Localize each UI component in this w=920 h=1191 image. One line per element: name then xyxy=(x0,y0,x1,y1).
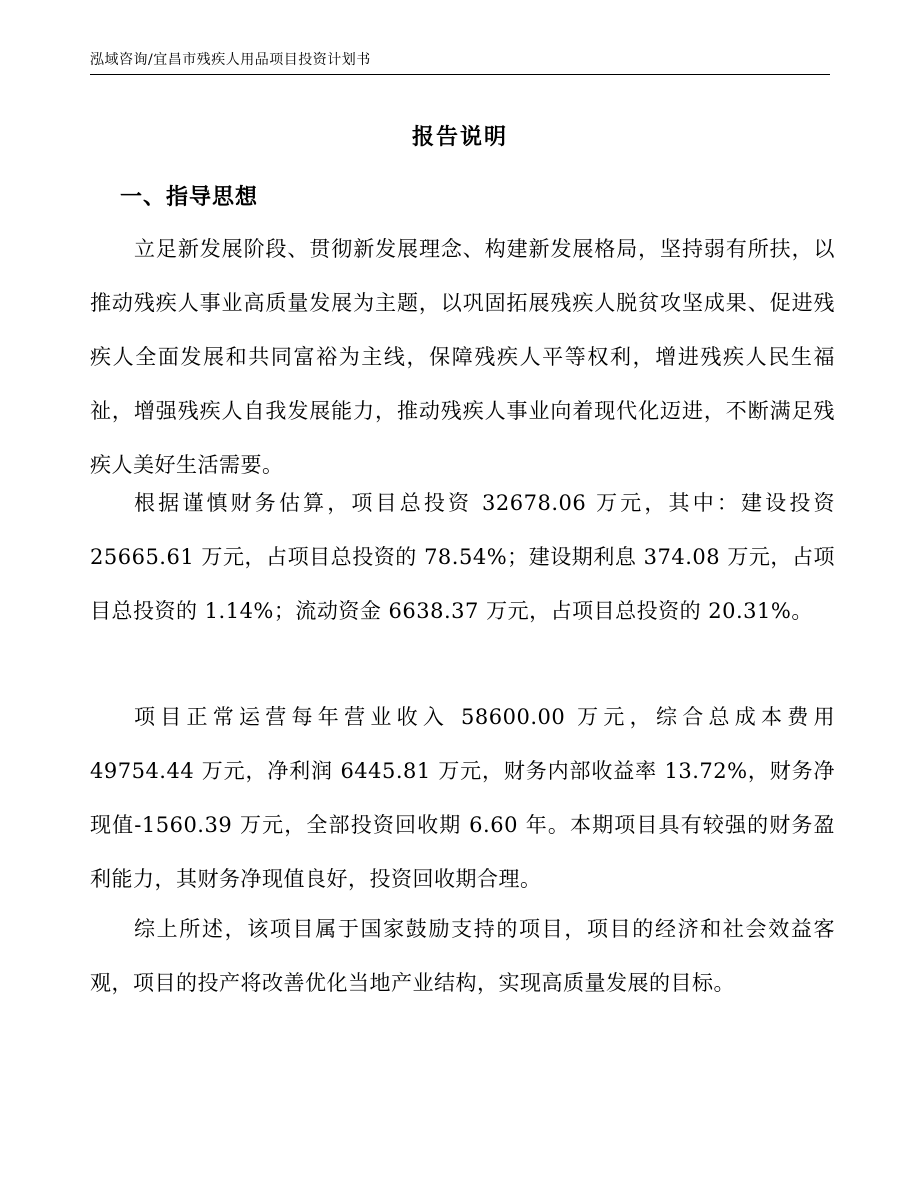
paragraph-guiding-ideology: 立足新发展阶段、贯彻新发展理念、构建新发展格局，坚持弱有所扶，以推动残疾人事业高质量发展为主题，以巩固拓展残疾人脱贫攻坚成果、促进残疾人全面发展和共同富裕为主线，保障残疾人平等权利，增进残疾人民生福祉，增强残疾人自我发展能力，推动残疾人事业向着现代化迈进，不断满足残疾人美好生活需要。 xyxy=(90,237,835,477)
running-header: 泓域咨询/宜昌市残疾人用品项目投资计划书 xyxy=(90,50,830,75)
paragraph-financial-indicators: 项目正常运营每年营业收入 58600.00 万元，综合总成本费用 49754.44 万元，净利润 6445.81 万元，财务内部收益率 13.72%，财务净现值-1560.39 万元，全部投资回收期 6.60 年。本期项目具有较强的财务盈利能力，其财务净现值良好，投资回收期合理。 xyxy=(90,705,835,891)
section-heading: 一、指导思想 xyxy=(120,184,259,210)
paragraph-conclusion: 综上所述，该项目属于国家鼓励支持的项目，项目的经济和社会效益客观，项目的投产将改善优化当地产业结构，实现高质量发展的目标。 xyxy=(90,917,835,995)
paragraph-investment-estimate: 根据谨慎财务估算，项目总投资 32678.06 万元，其中：建设投资 25665.61 万元，占项目总投资的 78.54%；建设期利息 374.08 万元，占项目总投资的 1.14%；流动资金 6638.37 万元，占项目总投资的 20.31%。 xyxy=(90,491,835,623)
page-title: 报告说明 xyxy=(411,124,508,150)
